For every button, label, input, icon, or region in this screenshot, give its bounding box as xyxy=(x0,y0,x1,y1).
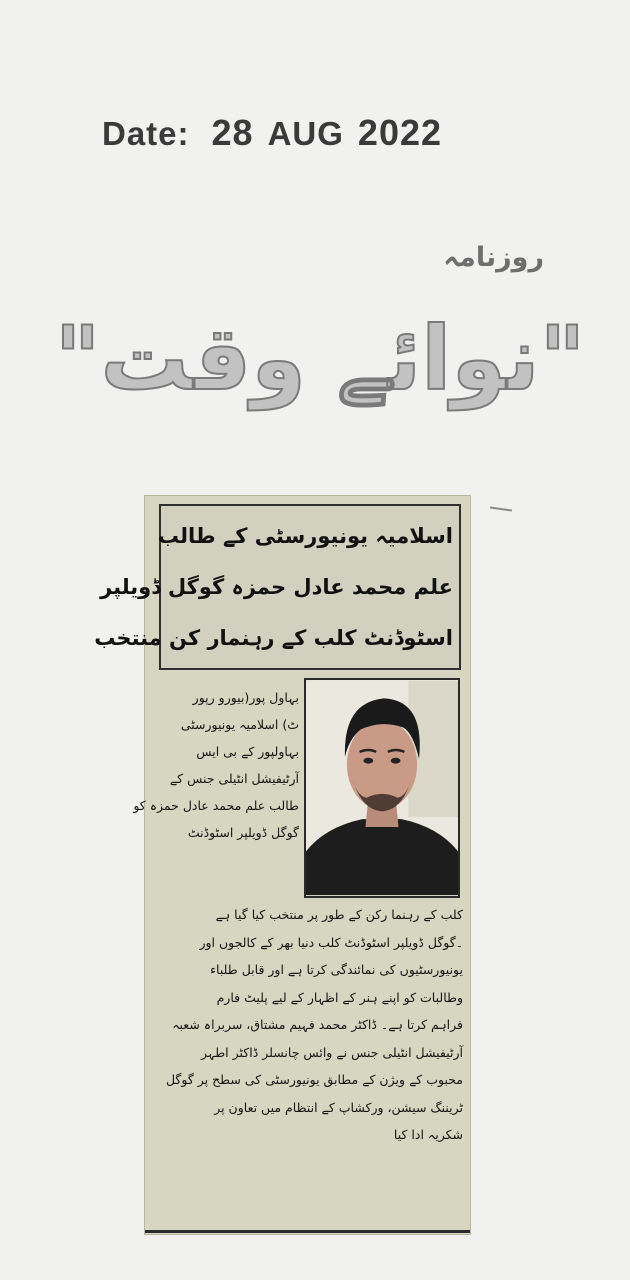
portrait-photo xyxy=(304,678,460,898)
body-line: وطالبات کو اپنے ہنر کے اظہار کے لیے پلیٹ فارم xyxy=(216,989,463,1005)
stray-pen-mark xyxy=(490,506,512,511)
headline-line-3: اسٹوڈنٹ کلب کے رہنمار کن منتخب xyxy=(94,626,453,651)
body-line: گوگل ڈویلپر اسٹوڈنٹ xyxy=(187,825,299,840)
body-line: کلب کے رہنما رکن کے طور پر منتخب کیا گیا ہے xyxy=(215,907,463,922)
body-line: محبوب کے ویژن کے مطابق یونیورسٹی کی سطح پر گوگل xyxy=(165,1072,463,1087)
portrait-image xyxy=(306,680,458,896)
headline-line-1: اسلامیہ یونیورسٹی کے طالب xyxy=(157,523,453,548)
body-line: بہاول پور(بیورو رپور xyxy=(192,690,299,705)
date-label: Date: xyxy=(102,115,190,152)
date-year: 2022 xyxy=(357,112,443,153)
body-line: شکریہ ادا کیا xyxy=(393,1127,463,1142)
newspaper-prefix: روزنامہ xyxy=(443,242,544,273)
headline-line-2: علم محمد عادل حمزہ گوگل ڈویلپر xyxy=(100,574,453,599)
body-line: ٹریننگ سیشن، ورکشاپ کے انتظام میں تعاون پر xyxy=(214,1099,463,1115)
body-line: ٹ) اسلامیہ یونیورسٹی xyxy=(180,717,299,732)
body-line: فراہم کرتا ہے۔ ڈاکٹر محمد فہیم مشتاق، سربراہ شعبہ xyxy=(172,1017,463,1032)
body-line: بہاولپور کے بی ایس xyxy=(196,744,299,759)
body-line: آرٹیفیشل انٹیلی جنس کے xyxy=(169,771,299,786)
clipping-bottom-rule xyxy=(145,1230,470,1233)
article-body-beside-photo xyxy=(133,684,299,846)
article-body-full-width xyxy=(151,901,463,1149)
body-line: یونیورسٹیوں کی نمائندگی کرتا ہے اور قابل طلباء xyxy=(210,962,463,977)
headline-box xyxy=(94,504,461,670)
date-day: 28 xyxy=(211,112,254,153)
date-stamp xyxy=(102,112,442,154)
body-line: طالب علم محمد عادل حمزہ کو xyxy=(133,798,299,813)
news-clipping xyxy=(94,496,470,1234)
body-line: آرٹیفیشل انٹیلی جنس نے وائس چانسلر ڈاکٹر اطہر xyxy=(200,1044,463,1060)
date-month: AUG xyxy=(267,115,344,152)
newspaper-masthead: "نوائے وقت" xyxy=(54,306,586,410)
body-line: ۔گوگل ڈویلپر اسٹوڈنٹ کلب دنیا بھر کے کالجوں اور xyxy=(199,934,463,950)
